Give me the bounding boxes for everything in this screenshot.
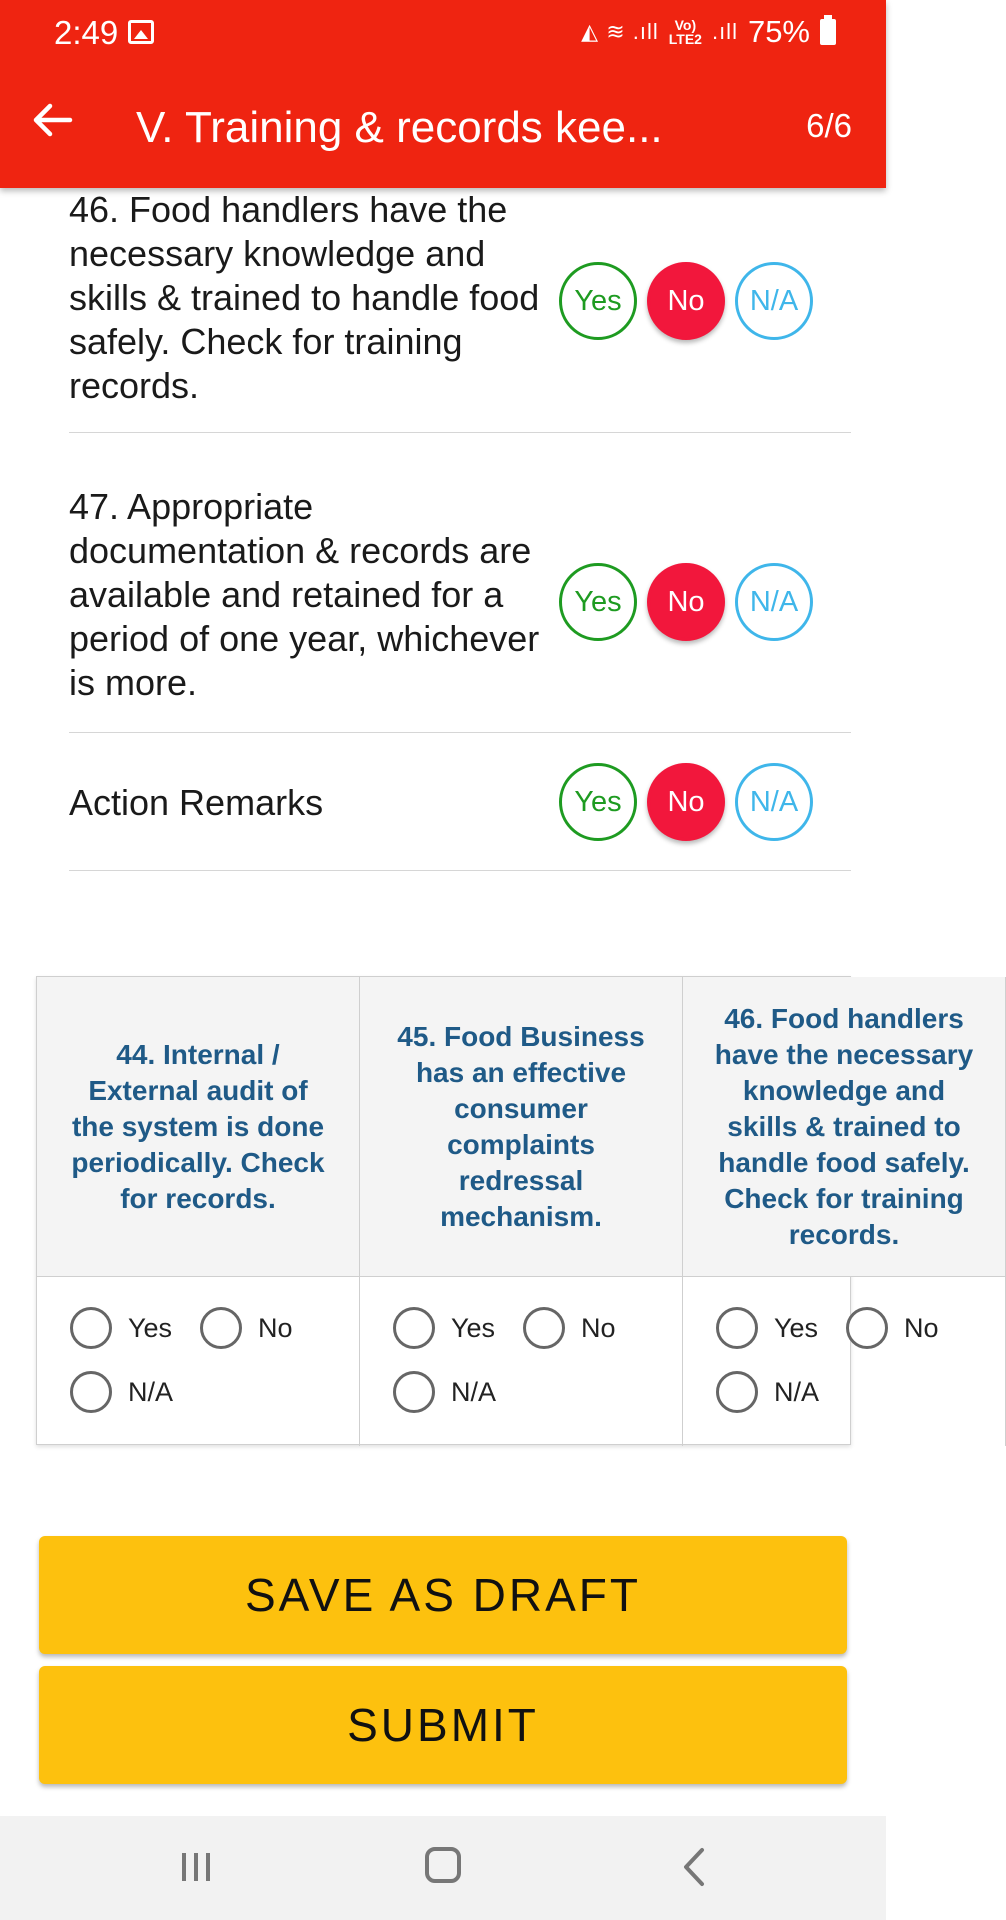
summary-table[interactable] <box>36 976 974 1445</box>
radio-circle <box>200 1307 242 1349</box>
option-yes[interactable]: Yes <box>559 763 637 841</box>
radio-label: N/A <box>774 1376 820 1407</box>
radio-yes[interactable] <box>393 1307 495 1349</box>
answer-options <box>559 763 813 841</box>
radio-no[interactable] <box>200 1307 293 1349</box>
radio-yes[interactable] <box>70 1307 172 1349</box>
question-text: 46. Food handlers have the necessary knowledge and skills & trained to handle food safely. Check for training records. <box>69 189 540 406</box>
battery-icon <box>820 19 836 45</box>
image-notification-icon <box>128 20 154 44</box>
option-na[interactable]: N/A <box>735 262 813 340</box>
table-column <box>683 977 1006 1446</box>
radio-circle <box>393 1371 435 1413</box>
radio-na[interactable] <box>716 1371 819 1413</box>
signal-icons: ◭ ≋ .ıll <box>581 19 659 44</box>
question-row <box>69 433 851 733</box>
home-icon[interactable] <box>425 1847 461 1883</box>
radio-na[interactable] <box>393 1371 496 1413</box>
save-as-draft-button[interactable]: SAVE AS DRAFT <box>39 1536 847 1654</box>
radio-label: Yes <box>774 1312 819 1343</box>
system-nav-bar <box>0 1816 886 1920</box>
column-body <box>360 1277 682 1445</box>
question-row <box>69 733 851 871</box>
option-no[interactable]: No <box>647 763 725 841</box>
radio-circle <box>846 1307 888 1349</box>
status-icons <box>581 14 836 50</box>
option-no[interactable]: No <box>647 563 725 641</box>
table-column <box>37 977 360 1446</box>
lte-line-2: LTE2 <box>668 31 702 47</box>
option-na[interactable]: N/A <box>735 763 813 841</box>
table-column <box>360 977 683 1446</box>
signal-strength-icon: .ıll <box>711 19 738 44</box>
radio-yes[interactable] <box>716 1307 818 1349</box>
question-text: Action Remarks <box>69 782 324 823</box>
radio-label: N/A <box>451 1376 497 1407</box>
option-yes[interactable]: Yes <box>559 563 637 641</box>
page-title: V. Training & records kee... <box>136 103 663 152</box>
radio-circle <box>393 1307 435 1349</box>
back-arrow-icon[interactable] <box>30 98 74 142</box>
radio-circle <box>523 1307 565 1349</box>
column-body <box>683 1277 1005 1445</box>
radio-label: Yes <box>451 1312 496 1343</box>
submit-button[interactable]: SUBMIT <box>39 1666 847 1784</box>
answer-options <box>559 563 813 641</box>
status-time: 2:49 <box>54 14 119 51</box>
option-na[interactable]: N/A <box>735 563 813 641</box>
column-body <box>37 1277 359 1445</box>
question-text: 47. Appropriate documentation & records are available and retained for a period of one year, whichever is more. <box>69 486 540 703</box>
radio-circle <box>716 1307 758 1349</box>
radio-circle <box>70 1307 112 1349</box>
radio-circle <box>716 1371 758 1413</box>
radio-no[interactable] <box>523 1307 616 1349</box>
radio-label: N/A <box>128 1376 174 1407</box>
lte-line-1: Vo) <box>674 17 697 33</box>
battery-percent: 75% <box>747 14 810 49</box>
nav-back-icon[interactable] <box>676 1846 710 1888</box>
option-yes[interactable]: Yes <box>559 262 637 340</box>
column-header: 44. Internal / External audit of the system is done periodically. Check for records. <box>37 977 359 1277</box>
recent-apps-icon[interactable] <box>180 1852 212 1882</box>
column-header: 46. Food handlers have the necessary knowledge and skills & trained to handle food safely. Check for training records. <box>683 977 1005 1277</box>
page-count: 6/6 <box>806 107 852 144</box>
radio-no[interactable] <box>846 1307 939 1349</box>
radio-label: No <box>258 1312 293 1343</box>
radio-na[interactable] <box>70 1371 173 1413</box>
radio-label: Yes <box>128 1312 173 1343</box>
column-header: 45. Food Business has an effective consumer complaints redressal mechanism. <box>360 977 682 1277</box>
app-bar <box>0 0 886 188</box>
radio-circle <box>70 1371 112 1413</box>
option-no[interactable]: No <box>647 262 725 340</box>
answer-options <box>559 262 813 340</box>
radio-label: No <box>904 1312 939 1343</box>
lte-indicator <box>669 18 702 46</box>
radio-label: No <box>581 1312 616 1343</box>
question-list <box>69 188 851 871</box>
question-row <box>69 188 851 433</box>
